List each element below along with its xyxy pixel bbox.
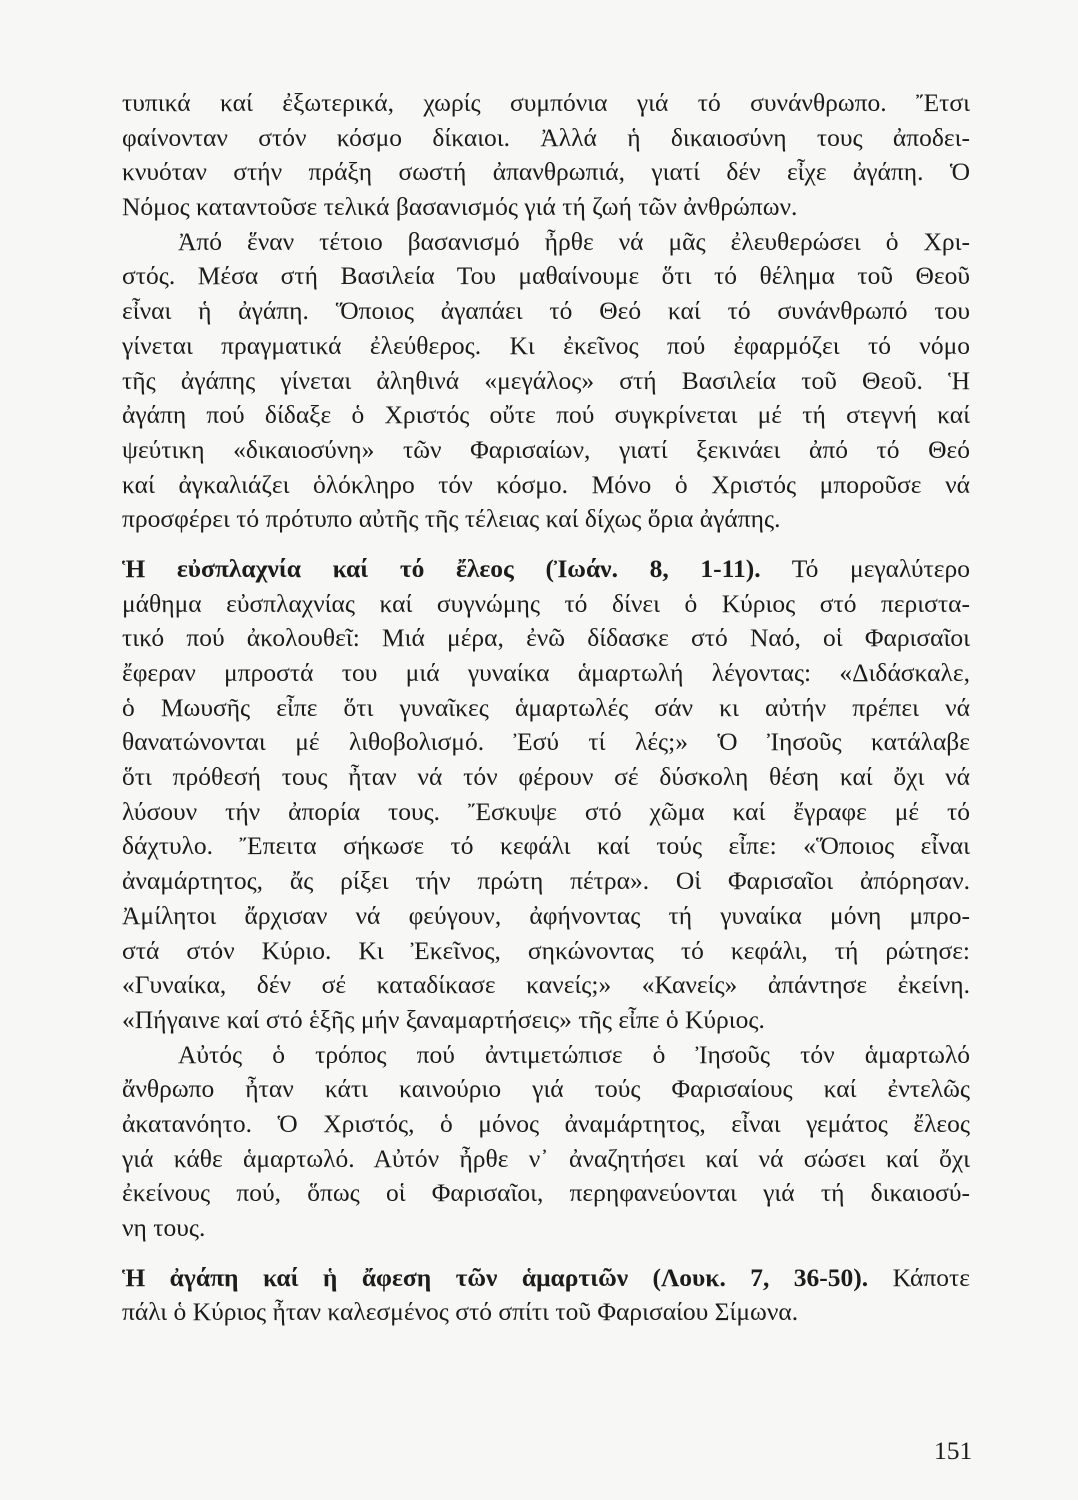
text-line: στός. Μέσα στή Βασιλεία Του μαθαίνουμε ὅτι τό θέλημα τοῦ Θεοῦ: [122, 261, 970, 291]
text-line: φαίνονταν στόν κόσμο δίκαιοι. Ἀλλά ἡ δικαιοσύνη τους ἀποδει-: [122, 122, 970, 152]
section-2-heading: Ἡ ἀγάπη καί ἡ ἄφεση τῶν ἁμαρτιῶν (Λουκ. 7, 36-50).: [122, 1262, 869, 1292]
text-line: ὁ Μωυσῆς εἶπε ὅτι γυναῖκες ἁμαρτωλές σάν κι αὐτήν πρέπει νά: [122, 692, 970, 722]
section-2-first-line-text: Κάποτε: [892, 1262, 970, 1292]
text-line: καί ἀγκαλιάζει ὁλόκληρο τόν κόσμο. Μόνο ὁ Χριστός μποροῦσε νά: [122, 469, 970, 499]
section-1-first-line-text: Τό μεγαλύτερο: [791, 553, 970, 583]
section-2-first-line: [122, 1261, 970, 1296]
text-line: γίνεται πραγματικά ἐλεύθερος. Κι ἐκεῖνος πού ἐφαρμόζει τό νόμο: [122, 330, 970, 360]
page-body: [122, 86, 970, 1330]
text-line: προσφέρει τό πρότυπο αὐτῆς τῆς τέλειας καί δίχως ὅρια ἀγάπης.: [122, 504, 781, 534]
paragraph-spacer: [122, 1246, 970, 1261]
page-number: 151: [934, 1436, 973, 1465]
text-line: ἀγάπη πού δίδαξε ὁ Χριστός οὔτε πού συγκρίνεται μέ τή στεγνή καί: [122, 400, 970, 430]
text-line: γιά κάθε ἁμαρτωλό. Αὐτόν ἦρθε ν᾽ ἀναζητήσει καί νά σώσει καί ὄχι: [122, 1143, 970, 1173]
text-line: «Πήγαινε καί στό ἑξῆς μήν ξαναμαρτήσεις» τῆς εἶπε ὁ Κύριος.: [122, 1004, 765, 1034]
text-line: ἄνθρωπο ἦταν κάτι καινούριο γιά τούς Φαρισαίους καί ἐντελῶς: [122, 1074, 970, 1104]
text-line: θανατώνονται μέ λιθοβολισμό. Ἐσύ τί λές;» Ὁ Ἰησοῦς κατάλαβε: [122, 727, 970, 757]
paragraph-spacer: [122, 537, 970, 552]
paragraph-1: [122, 86, 970, 225]
paragraph-2: [122, 225, 970, 537]
text-line: Ἀπό ἕναν τέτοιο βασανισμό ἦρθε νά μᾶς ἐλευθερώσει ὁ Χρι-: [178, 226, 970, 256]
text-line: μάθημα εὐσπλαχνίας καί συγνώμης τό δίνει ὁ Κύριος στό περιστα-: [122, 588, 970, 618]
text-line: λύσουν τήν ἀπορία τους. Ἔσκυψε στό χῶμα καί ἔγραφε μέ τό: [122, 796, 970, 826]
text-line: νη τους.: [122, 1213, 206, 1242]
section-2: [122, 1261, 970, 1330]
section-1: [122, 552, 970, 1038]
text-line: πάλι ὁ Κύριος ἦταν καλεσμένος στό σπίτι τοῦ Φαρισαίου Σίμωνα.: [122, 1297, 799, 1327]
section-1-first-line: [122, 552, 970, 587]
text-line: τῆς ἀγάπης γίνεται ἀληθινά «μεγάλος» στή Βασιλεία τοῦ Θεοῦ. Ἡ: [122, 365, 970, 395]
text-line: ἀναμάρτητος, ἄς ρίξει τήν πρώτη πέτρα». Οἱ Φαρισαῖοι ἀπόρησαν.: [122, 866, 970, 896]
text-line: εἶναι ἡ ἀγάπη. Ὅποιος ἀγαπάει τό Θεό καί τό συνάνθρωπό του: [122, 296, 970, 326]
text-line: δάχτυλο. Ἔπειτα σήκωσε τό κεφάλι καί τούς εἶπε: «Ὅποιος εἶναι: [122, 831, 970, 861]
text-line: Ἀμίλητοι ἄρχισαν νά φεύγουν, ἀφήνοντας τή γυναίκα μόνη μπρο-: [122, 900, 970, 930]
section-1-heading: Ἡ εὐσπλαχνία καί τό ἔλεος (Ἰωάν. 8, 1-11).: [122, 553, 761, 583]
text-line: ἔφεραν μπροστά του μιά γυναίκα ἁμαρτωλή λέγοντας: «Διδάσκαλε,: [122, 658, 970, 687]
text-line: ὅτι πρόθεσή τους ἦταν νά τόν φέρουν σέ δύσκολη θέση καί ὄχι νά: [122, 762, 970, 792]
text-line: Νόμος καταντοῦσε τελικά βασανισμός γιά τή ζωή τῶν ἀνθρώπων.: [122, 192, 798, 222]
text-line: ἀκατανόητο. Ὁ Χριστός, ὁ μόνος ἀναμάρτητος, εἶναι γεμάτος ἔλεος: [122, 1108, 970, 1138]
text-line: «Γυναίκα, δέν σέ καταδίκασε κανείς;» «Κανείς» ἀπάντησε ἐκείνη.: [122, 970, 970, 1000]
text-line: κνυόταν στήν πράξη σωστή ἀπανθρωπιά, γιατί δέν εἶχε ἀγάπη. Ὁ: [122, 157, 970, 187]
text-line: Αὐτός ὁ τρόπος πού ἀντιμετώπισε ὁ Ἰησοῦς τόν ἁμαρτωλό: [178, 1039, 970, 1069]
text-line: στά στόν Κύριο. Κι Ἐκεῖνος, σηκώνοντας τό κεφάλι, τή ρώτησε:: [122, 935, 970, 965]
text-line: ἐκείνους πού, ὅπως οἱ Φαρισαῖοι, περηφανεύονται γιά τή δικαιοσύ-: [122, 1178, 970, 1208]
paragraph-4: [122, 1038, 970, 1246]
text-line: τυπικά καί ἐξωτερικά, χωρίς συμπόνια γιά τό συνάνθρωπο. Ἔτσι: [122, 88, 970, 117]
text-line: τικό πού ἀκολουθεῖ: Μιά μέρα, ἐνῶ δίδασκε στό Ναό, οἱ Φαρισαῖοι: [122, 623, 970, 653]
text-line: ψεύτικη «δικαιοσύνη» τῶν Φαρισαίων, γιατί ξεκινάει ἀπό τό Θεό: [122, 434, 970, 464]
